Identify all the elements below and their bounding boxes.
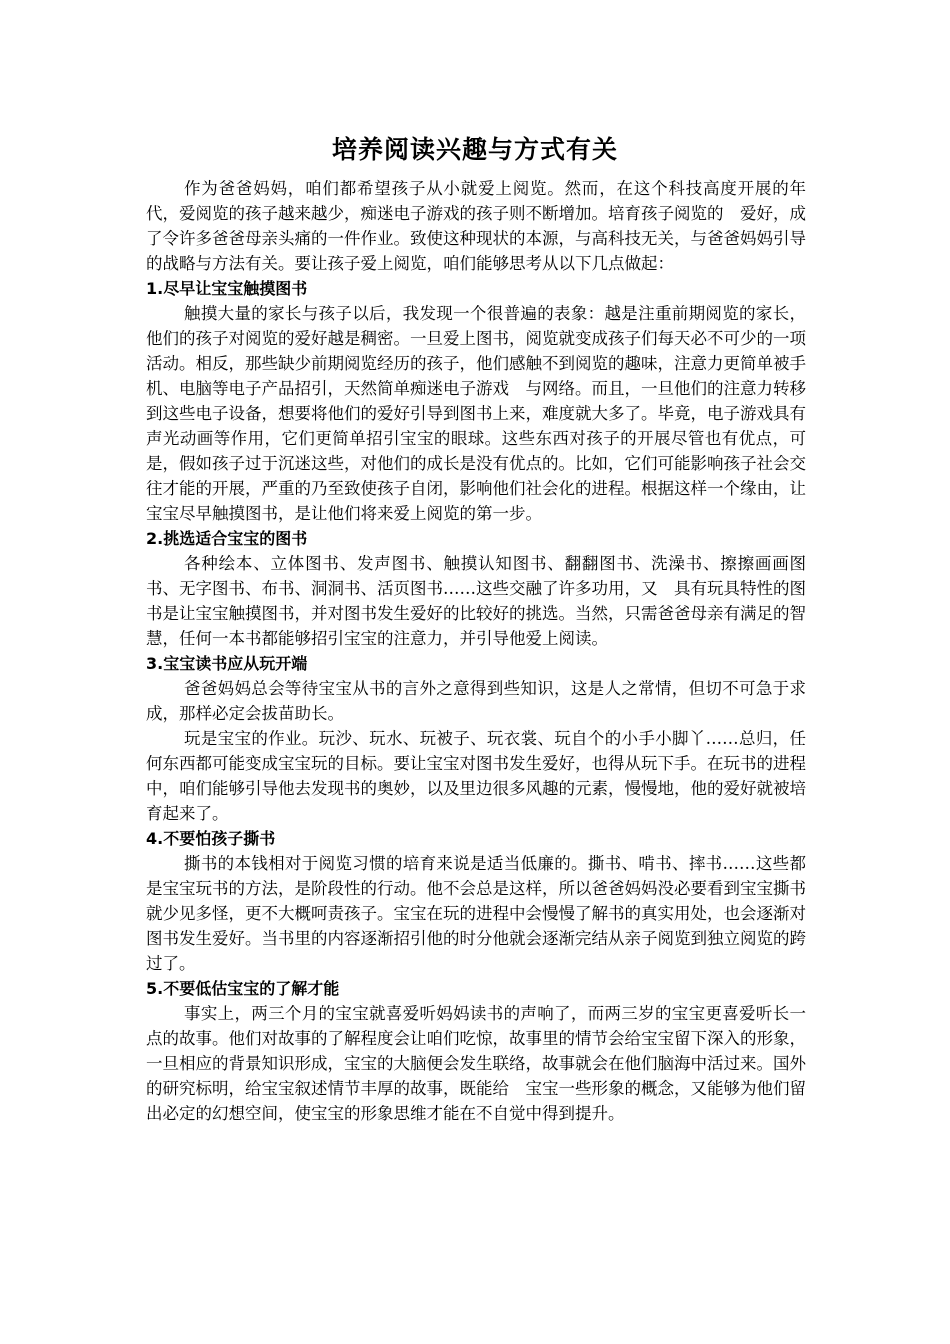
section-3-paragraph-1: 爸爸妈妈总会等待宝宝从书的言外之意得到些知识，这是人之常情，但切不可急于求成，那样必定会拔苗助长。 [146, 679, 806, 723]
section-2-heading: 2.挑选适合宝宝的图书 [146, 529, 308, 548]
section-1-paragraph-1: 触摸大量的家长与孩子以后，我发现一个很普遍的表象：越是注重前期阅览的家长，他们的孩子对阅览的爱好越是稠密。一旦爱上图书，阅览就变成孩子们每天必不可少的一项活动。相反，那些缺少前期阅览经历的孩子，他们感触不到阅览的趣味，注意力更简单被手机、电脑等电子产品招引，天然简单痴迷电子游戏 与网络。而且，一旦他们的注意力转移到这些电子设备，想要将他们的爱好引导到图书上来，难度就大多了。毕竟，电子游戏具有声光动画等作用，它们更简单招引宝宝的眼球。这些东西对孩子的开展尽管也有优点，可是，假如孩子过于沉迷这些，对他们的成长是没有优点的。比如，它们可能影响孩子社会交往才能的开展，严重的乃至致使孩子自闭，影响他们社会化的进程。根据这样一个缘由，让宝宝尽早触摸图书，是让他们将来爱上阅览的第一步。 [146, 304, 806, 523]
document-title: 培养阅读兴趣与方式有关 [331, 135, 618, 164]
document-body [146, 176, 806, 1126]
section-2-paragraph-1: 各种绘本、立体图书、发声图书、触摸认知图书、翻翻图书、洗澡书、擦擦画画图书、无字图书、布书、洞洞书、活页图书……这些交融了许多功用，又 具有玩具特性的图书是让宝宝触摸图书，并对图书发生爱好的比较好的挑选。当然，只需爸爸母亲有满足的智慧，任何一本书都能够招引宝宝的注意力，并引导他爱上阅读。 [146, 554, 806, 648]
section-1-heading: 1.尽早让宝宝触摸图书 [146, 279, 308, 298]
section-4-heading: 4.不要怕孩子撕书 [146, 829, 276, 848]
section-5-paragraph-1: 事实上，两三个月的宝宝就喜爱听妈妈读书的声响了，而两三岁的宝宝更喜爱听长一点的故事。他们对故事的了解程度会让咱们吃惊，故事里的情节会给宝宝留下深入的形象，一旦相应的背景知识形成，宝宝的大脑便会发生联络，故事就会在他们脑海中活过来。国外的研究标明，给宝宝叙述情节丰厚的故事，既能给 宝宝一些形象的概念，又能够为他们留出必定的幻想空间，使宝宝的形象思维才能在不自觉中得到提升。 [146, 1004, 806, 1123]
intro-paragraph: 作为爸爸妈妈，咱们都希望孩子从小就爱上阅览。然而，在这个科技高度开展的年代，爱阅览的孩子越来越少，痴迷电子游戏的孩子则不断增加。培育孩子阅览的 爱好，成了令许多爸爸母亲头痛的一件作业。致使这种现状的本源，与高科技无关，与爸爸妈妈引导的战略与方法有关。要让孩子爱上阅览，咱们能够思考从以下几点做起： [146, 179, 806, 273]
section-3-heading: 3.宝宝读书应从玩开端 [146, 654, 308, 673]
section-5-heading: 5.不要低估宝宝的了解才能 [146, 979, 340, 998]
section-3-paragraph-2: 玩是宝宝的作业。玩沙、玩水、玩被子、玩衣裳、玩自个的小手小脚丫……总归，任何东西都可能变成宝宝玩的目标。要让宝宝对图书发生爱好，也得从玩下手。在玩书的进程中，咱们能够引导他去发现书的奥妙，以及里边很多风趣的元素，慢慢地，他的爱好就被培育起来了。 [146, 729, 806, 823]
section-4-paragraph-1: 撕书的本钱相对于阅览习惯的培育来说是适当低廉的。撕书、啃书、摔书……这些都是宝宝玩书的方法，是阶段性的行动。他不会总是这样，所以爸爸妈妈没必要看到宝宝撕书就少见多怪，更不大概呵责孩子。宝宝在玩的进程中会慢慢了解书的真实用处，也会逐渐对图书发生爱好。当书里的内容逐渐招引他的时分他就会逐渐完结从亲子阅览到独立阅览的跨过了。 [146, 854, 806, 973]
